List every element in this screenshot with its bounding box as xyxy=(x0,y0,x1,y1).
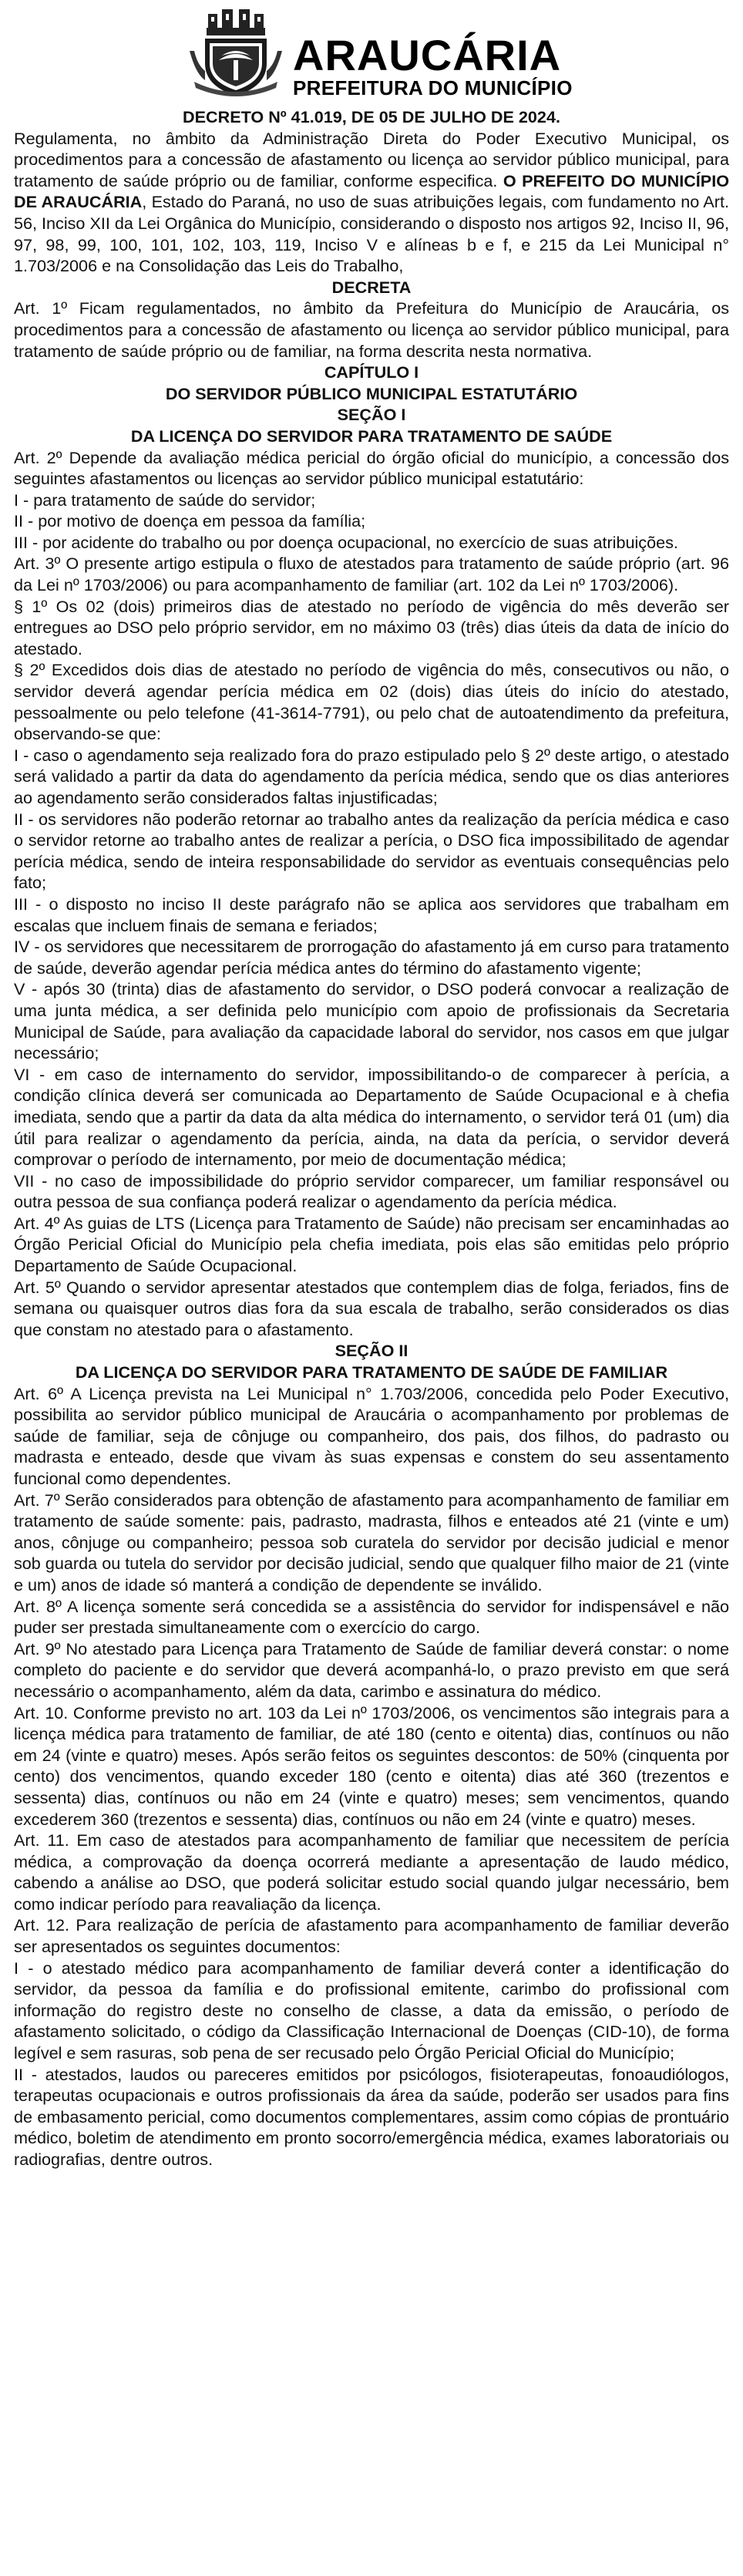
article-1: Art. 1º Ficam regulamentados, no âmbito da Prefeitura do Município de Araucária, os procedimentos para a concessão de afastamento ou licença ao servidor público municipal, para tratamento de saúde próprio ou de familiar, na forma descrita nesta normativa. xyxy=(14,298,729,361)
article-3-item-v: V - após 30 (trinta) dias de afastamento do servidor, o DSO poderá convocar a realização de uma junta médica, a ser definida pelo município com apoio de profissionais da Secretaria Municipal de Saúde, para avaliação da capacidade laboral do servidor, nos casos em que julgar necessário; xyxy=(14,979,729,1063)
section-2-subtitle: DA LICENÇA DO SERVIDOR PARA TRATAMENTO DE SAÚDE DE FAMILIAR xyxy=(75,1362,668,1382)
preamble-text: , Estado do Paraná, no uso de suas atribuições legais, com fundamento no Art. 56, Inciso XII da Lei Orgânica do Município, considerando o disposto nos artigos 92, Inciso II, 96, 97, 98, 99, 100, 101, 102, 103, 119, Inciso V e alíneas b e f, e 215 da Lei Municipal n° 1.703/2006 e na Consolidação das Leis do Trabalho, xyxy=(14,192,729,276)
article-3-item-ii: II - os servidores não poderão retornar ao trabalho antes da realização da perícia médica e caso o servidor retorne ao trabalho antes de realizar a perícia, o DSO fica impossibilitado de agendar perícia médica, sendo de inteira responsabilidade do servidor as eventuais consequências pelo fato; xyxy=(14,809,729,893)
municipal-coat-of-arms-icon xyxy=(185,5,287,99)
article-5: Art. 5º Quando o servidor apresentar atestados que contemplem dias de folga, feriados, fins de semana ou quaisquer outros dias fora da sua escala de trabalho, serão considerados os dias que constam no atestado para o afastamento. xyxy=(14,1277,729,1339)
chapter-1-subtitle: DO SERVIDOR PÚBLICO MUNICIPAL ESTATUTÁRIO xyxy=(165,383,578,403)
article-3-item-vi: VI - em caso de internamento do servidor, impossibilitando-o de comparecer à perícia, a condição clínica deverá ser comunicada ao Departamento de Saúde Ocupacional e à chefia imediata, sendo que a partir da data da alta médica do internamento, o servidor terá 01 (um) dia útil para realizar o agendamento da perícia, ainda, na data da perícia, o servidor deverá comprovar o período de internamento, por meio de documentação médica; xyxy=(14,1064,729,1170)
article-3-item-vii: VII - no caso de impossibilidade do próprio servidor comparecer, um familiar responsável ou outra pessoa de sua confiança poderá realizar o agendamento da perícia médica. xyxy=(14,1170,729,1212)
article-2-item-iii: III - por acidente do trabalho ou por doença ocupacional, no exercício de suas atribuições. xyxy=(14,532,678,552)
article-12-item-i: I - o atestado médico para acompanhamento de familiar deverá conter a identificação do servidor, da pessoa da família e do profissional emitente, carimbo do profissional com informação do registro deste no conselho de classe, a data da emissão, o período de afastamento solicitado, o código da Classificação Internacional de Doenças (CID-10), de forma legível e sem rasuras, sob pena de ser recusado pelo Órgão Pericial Oficial do Município; xyxy=(14,1958,729,2063)
article-3: Art. 3º O presente artigo estipula o fluxo de atestados para tratamento de saúde próprio (art. 96 da Lei nº 1703/2006) ou para acompanhamento de familiar (art. 102 da Lei nº 1703/2006). xyxy=(14,554,729,595)
article-10: Art. 10. Conforme previsto no art. 103 da Lei nº 1703/2006, os vencimentos são integrais para a licença médica para tratamento de familiar, de até 180 (cento e oitenta) dias, contínuos ou não em 24 (vinte e quatro) meses. Após serão feitos os seguintes descontos: de 50% (cinquenta por cento) dos vencimentos, quando exceder 180 (cento e oitenta) dias até 360 (trezentos e sessenta) dias, contínuos ou não em 24 (vinte e quatro) meses; sem vencimentos, quando excederem 360 (trezentos e sessenta) dias, contínuos ou não em 24 (vinte e quatro) meses. xyxy=(14,1702,729,1829)
brand-name: ARAUCÁRIA xyxy=(293,31,562,79)
article-2: Art. 2º Depende da avaliação médica pericial do órgão oficial do município, a concessão dos seguintes afastamentos ou licenças ao servidor público municipal estatutário: xyxy=(14,447,729,489)
article-12: Art. 12. Para realização de perícia de afastamento para acompanhamento de familiar deverão ser apresentados os seguintes documentos: xyxy=(14,1915,729,1957)
chapter-1-title: CAPÍTULO I xyxy=(324,362,419,382)
page-header xyxy=(14,0,729,106)
decreta-heading: DECRETA xyxy=(331,277,412,297)
article-3-item-i: I - caso o agendamento seja realizado fora do prazo estipulado pelo § 2º deste artigo, o atestado será validado a partir da data do agendamento da perícia médica, sendo que os dias anteriores ao agendamento serão considerados faltas injustificadas; xyxy=(14,745,729,807)
article-3-paragraph-2: § 2º Excedidos dois dias de atestado no período de vigência do mês, consecutivos ou não, o servidor deverá agendar perícia médica em 02 (dois) dias úteis do início do atestado, pessoalmente ou pelo telefone (41-3614-7791), ou pelo chat de autoatendimento da prefeitura, observando-se que: xyxy=(14,660,729,744)
section-1-title: SEÇÃO I xyxy=(337,405,406,425)
decree-ementa xyxy=(14,128,729,277)
article-6: Art. 6º A Licença prevista na Lei Municipal n° 1.703/2006, concedida pelo Poder Executivo, possibilita ao servidor público municipal de Araucária o acompanhamento por problemas de saúde de familiar, seja de cônjuge ou companheiro, dos pais, dos filhos, do padrasto ou madrasta e enteado, desde que vivam às suas expensas e constem do seu assentamento funcional como dependentes. xyxy=(14,1383,729,1488)
ementa-text: Regulamenta, no âmbito da Administração Direta do Poder Executivo Municipal, os procedimentos para a concessão de afastamento ou licença ao servidor público municipal, para tratamento de saúde próprio ou de familiar, conforme especifica. xyxy=(14,128,729,190)
article-4: Art. 4º As guias de LTS (Licença para Tratamento de Saúde) não precisam ser encaminhadas ao Órgão Pericial Oficial do Município pela chefia imediata, pois elas são emitidas pelo próprio Departamento de Saúde Ocupacional. xyxy=(14,1213,729,1276)
brand-block xyxy=(293,31,573,99)
article-11: Art. 11. Em caso de atestados para acompanhamento de familiar que necessitem de perícia médica, a comprovação da doença ocorrerá mediante a apresentação de laudo médico, cabendo a análise ao DSO, que poderá solicitar estudo social quando julgar necessário, bem como indicar período para reavaliação da licença. xyxy=(14,1830,729,1914)
article-3-item-iv: IV - os servidores que necessitarem de prorrogação do afastamento já em curso para tratamento de saúde, deverão agendar perícia médica antes do término do afastamento vigente; xyxy=(14,937,729,978)
brand-subtitle: PREFEITURA DO MUNICÍPIO xyxy=(293,76,573,99)
article-12-item-ii: II - atestados, laudos ou pareceres emitidos por psicólogos, fisioterapeutas, fonoaudiólogos, terapeutas ocupacionais e outros profissionais da área da saúde, poderão ser usados para fins de embasamento pericial, como documentos complementares, assim como cópias de prontuário médico, boletim de atendimento em pronto socorro/emergência médica, exames laboratoriais ou radiografias, dentre outros. xyxy=(14,2064,729,2169)
preamble-bold: O PREFEITO DO MUNICÍPIO DE ARAUCÁRIA xyxy=(14,170,730,212)
section-2-title: SEÇÃO II xyxy=(335,1341,408,1361)
article-3-paragraph-1: § 1º Os 02 (dois) primeiros dias de atestado no período de vigência do mês deverão ser entregues ao DSO pelo próprio servidor, em no máximo 03 (três) dias úteis da data de início do atestado. xyxy=(14,596,729,658)
article-9: Art. 9º No atestado para Licença para Tratamento de Saúde de familiar deverá constar: o nome completo do paciente e do servidor que deverá acompanhá-lo, o prazo previsto em que será necessário o acompanhamento, além da data, carimbo e assinatura do médico. xyxy=(14,1638,729,1701)
article-3-item-iii: III - o disposto no inciso II deste parágrafo não se aplica aos servidores que trabalham em escalas que incluem finais de semana e feriados; xyxy=(14,894,729,935)
article-7: Art. 7º Serão considerados para obtenção de afastamento para acompanhamento de familiar em tratamento de saúde somente: pais, padrasto, madrasta, filhos e enteados até 21 (vinte e um) anos, cônjuge ou companheiro; pessoa sob curatela do servidor por decisão judicial e menor sob guarda ou tutela do servidor por decisão judicial, sendo que qualquer filho maior de 21 (vinte e um) anos de idade só manterá a condição de dependente se inválido. xyxy=(14,1490,729,1594)
article-2-item-i: I - para tratamento de saúde do servidor; xyxy=(14,490,316,510)
article-8: Art. 8º A licença somente será concedida se a assistência do servidor for indispensável e não puder ser prestada simultaneamente com o exercício do cargo. xyxy=(14,1596,729,1638)
article-2-item-ii: II - por motivo de doença em pessoa da família; xyxy=(14,511,366,531)
section-1-subtitle: DA LICENÇA DO SERVIDOR PARA TRATAMENTO DE SAÚDE xyxy=(130,426,613,446)
decree-title: DECRETO Nº 41.019, DE 05 DE JULHO DE 2024. xyxy=(183,107,560,126)
